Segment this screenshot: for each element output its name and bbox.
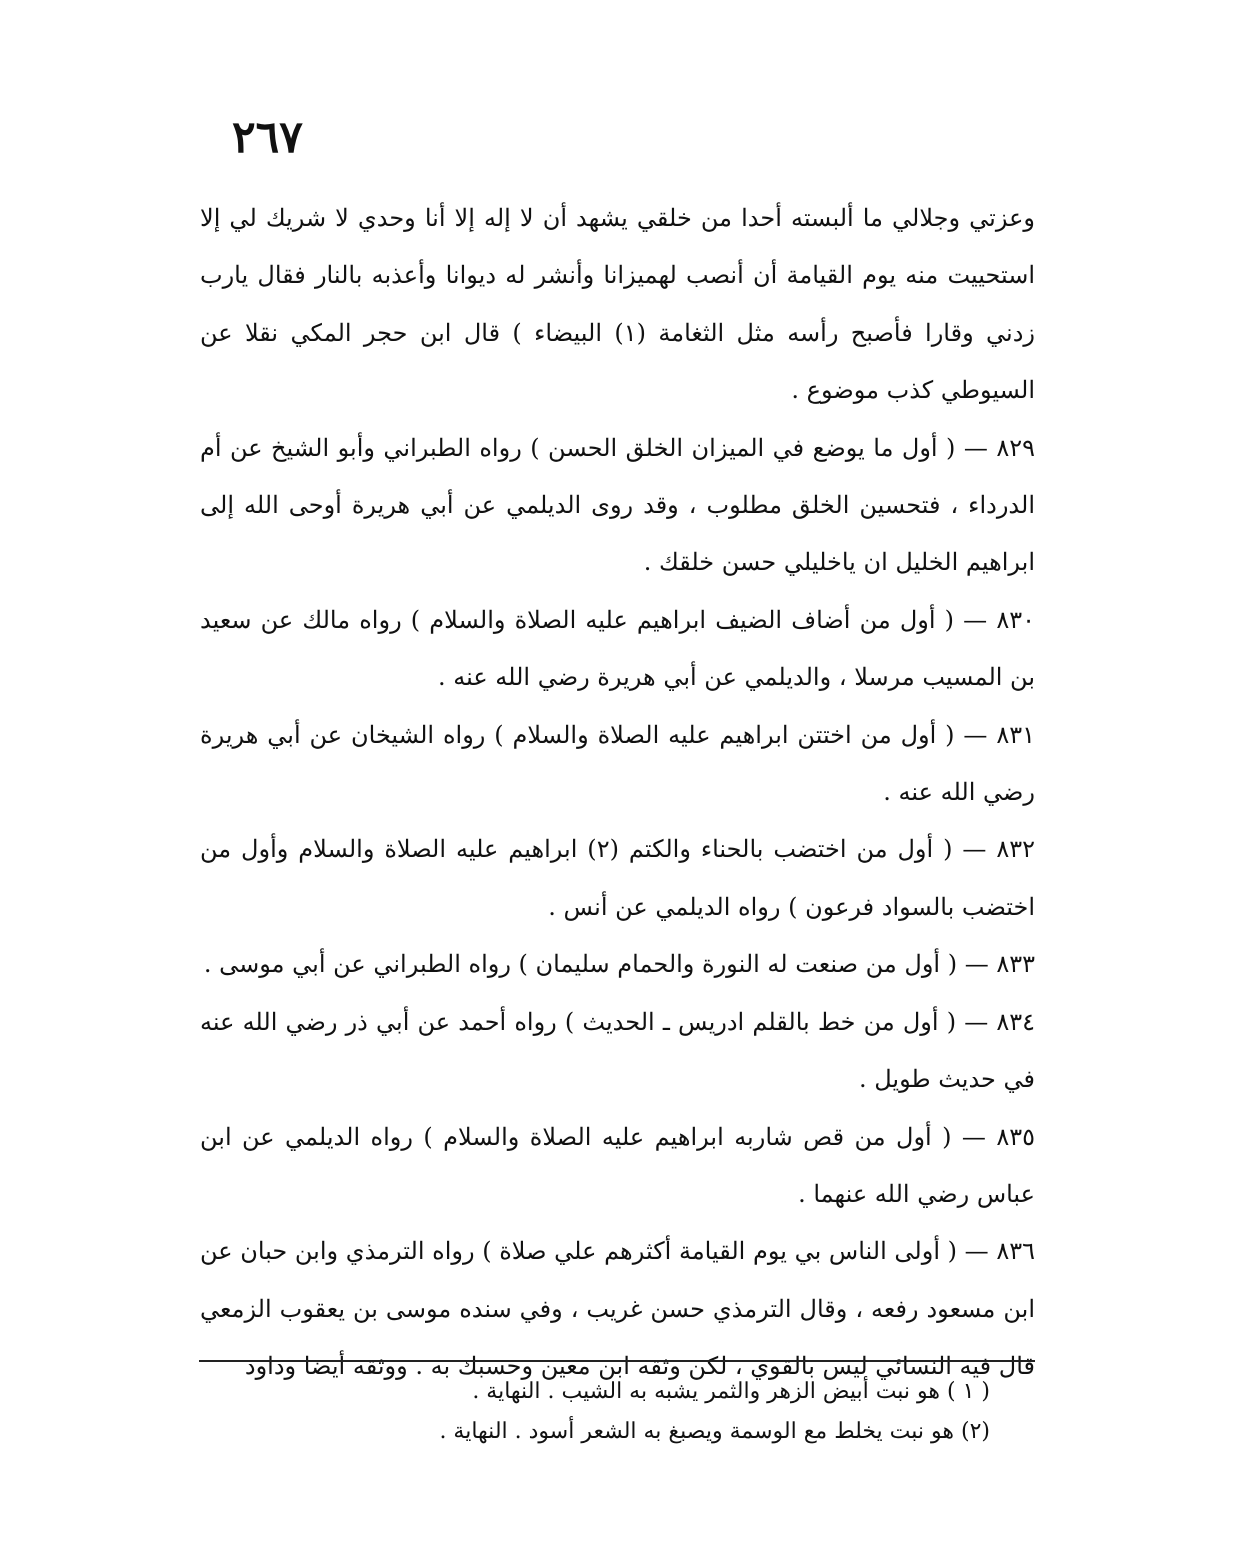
hadith-830: ٨٣٠ — ( أول من أضاف الضيف ابراهيم عليه الصلاة والسلام ) رواه مالك عن سعيد بن المسيب مرسلا ، والديلمي عن أبي هريرة رضي الله عنه . <box>200 605 1035 692</box>
hadith-836: ٨٣٦ — ( أولى الناس بي يوم القيامة أكثرهم علي صلاة ) رواه الترمذي وابن حبان عن ابن مسعود رفعه ، وقال الترمذي حسن غريب ، وفي سنده موسى بن يعقوب الزمعي قال فيه النسائي ليس بالقوي ، لكن وثقه ابن معين وحسبك به . ووثقه أيضا وداود <box>200 1237 1035 1381</box>
hadith-832: ٨٣٢ — ( أول من اختضب بالحناء والكتم (٢) ابراهيم عليه الصلاة والسلام وأول من اختضب بالسواد فرعون ) رواه الديلمي عن أنس . <box>200 835 1035 921</box>
footnote-1: ( ١ ) هو نبت أبيض الزهر والثمر يشبه به الشيب . النهاية . <box>472 1379 990 1404</box>
paragraph-continuation: وعزتي وجلالي ما ألبسته أحدا من خلقي يشهد أن لا إله إلا أنا وحدي لا شريك لي إلا استحييت منه يوم القيامة أن أنصب لهميزانا وأنشر له ديوانا وأعذبه بالنار فقال يارب زدني وقارا فأصبح رأسه مثل الثغامة (١) البيضاء ) قال ابن حجر المكي نقلا عن السيوطي كذب موضوع . <box>200 204 1036 405</box>
main-text <box>200 190 1035 1396</box>
hadith-834: ٨٣٤ — ( أول من خط بالقلم ادريس ـ الحديث ) رواه أحمد عن أبي ذر رضي الله عنه في حديث طويل . <box>200 1007 1035 1094</box>
footnote-2: (٢) هو نبت يخلط مع الوسمة ويصبغ به الشعر أسود . النهاية . <box>439 1419 990 1444</box>
hadith-833: ٨٣٣ — ( أول من صنعت له النورة والحمام سليمان ) رواه الطبراني عن أبي موسى . <box>203 950 1035 979</box>
hadith-835: ٨٣٥ — ( أول من قص شاربه ابراهيم عليه الصلاة والسلام ) رواه الديلمي عن ابن عباس رضي الله عنهما . <box>200 1122 1035 1208</box>
footnote-divider <box>199 1360 1035 1362</box>
hadith-831: ٨٣١ — ( أول من اختتن ابراهيم عليه الصلاة والسلام ) رواه الشيخان عن أبي هريرة رضي الله عنه . <box>200 720 1035 807</box>
page-number: ٢٦٧ <box>232 112 303 163</box>
footnotes <box>300 1372 990 1452</box>
hadith-829: ٨٢٩ — ( أول ما يوضع في الميزان الخلق الحسن ) رواه الطبراني وأبو الشيخ عن أم الدرداء ، فتحسين الخلق مطلوب ، وقد روى الديلمي عن أبي هريرة أوحى الله إلى ابراهيم الخليل ان ياخليلي حسن خلقك . <box>200 433 1035 577</box>
